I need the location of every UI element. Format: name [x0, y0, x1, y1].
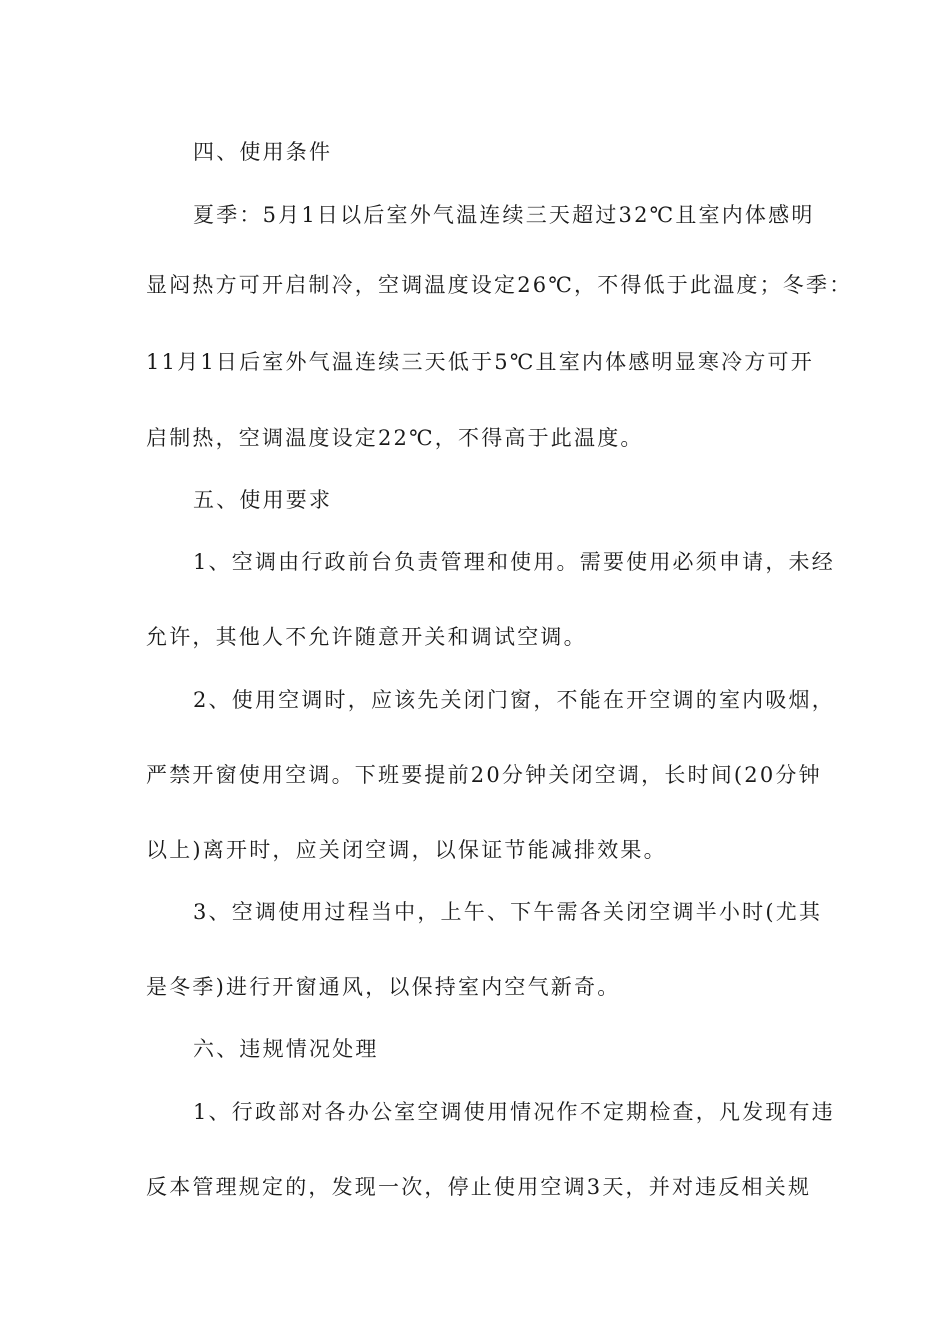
paragraph-line: 严禁开窗使用空调。下班要提前20分钟关闭空调，长时间(20分钟 — [146, 763, 822, 787]
paragraph-line: 反本管理规定的，发现一次，停止使用空调3天，并对违反相关规 — [146, 1175, 812, 1199]
paragraph-line: 2、使用空调时，应该先关闭门窗，不能在开空调的室内吸烟， — [193, 688, 835, 712]
section-heading-usage-requirements: 五、使用要求 — [193, 488, 333, 512]
paragraph-line: 1、空调由行政前台负责管理和使用。需要使用必须申请，未经 — [193, 550, 835, 574]
section-heading-usage-conditions: 四、使用条件 — [193, 140, 333, 164]
paragraph-line: 是冬季)进行开窗通风，以保持室内空气新奇。 — [146, 975, 621, 999]
section-heading-violation-handling: 六、违规情况处理 — [193, 1037, 379, 1061]
paragraph-line: 显闷热方可开启制冷，空调温度设定26℃，不得低于此温度；冬季： — [146, 273, 853, 297]
paragraph-line: 夏季：5月1日以后室外气温连续三天超过32℃且室内体感明 — [193, 203, 815, 227]
paragraph-line: 以上)离开时，应关闭空调，以保证节能减排效果。 — [146, 838, 667, 862]
paragraph-line: 允许，其他人不允许随意开关和调试空调。 — [146, 625, 587, 649]
paragraph-line: 3、空调使用过程当中，上午、下午需各关闭空调半小时(尤其 — [193, 900, 823, 924]
paragraph-line: 11月1日后室外气温连续三天低于5℃且室内体感明显寒冷方可开 — [146, 350, 814, 374]
paragraph-line: 启制热，空调温度设定22℃，不得高于此温度。 — [146, 426, 644, 450]
paragraph-line: 1、行政部对各办公室空调使用情况作不定期检查，凡发现有违 — [193, 1100, 835, 1124]
